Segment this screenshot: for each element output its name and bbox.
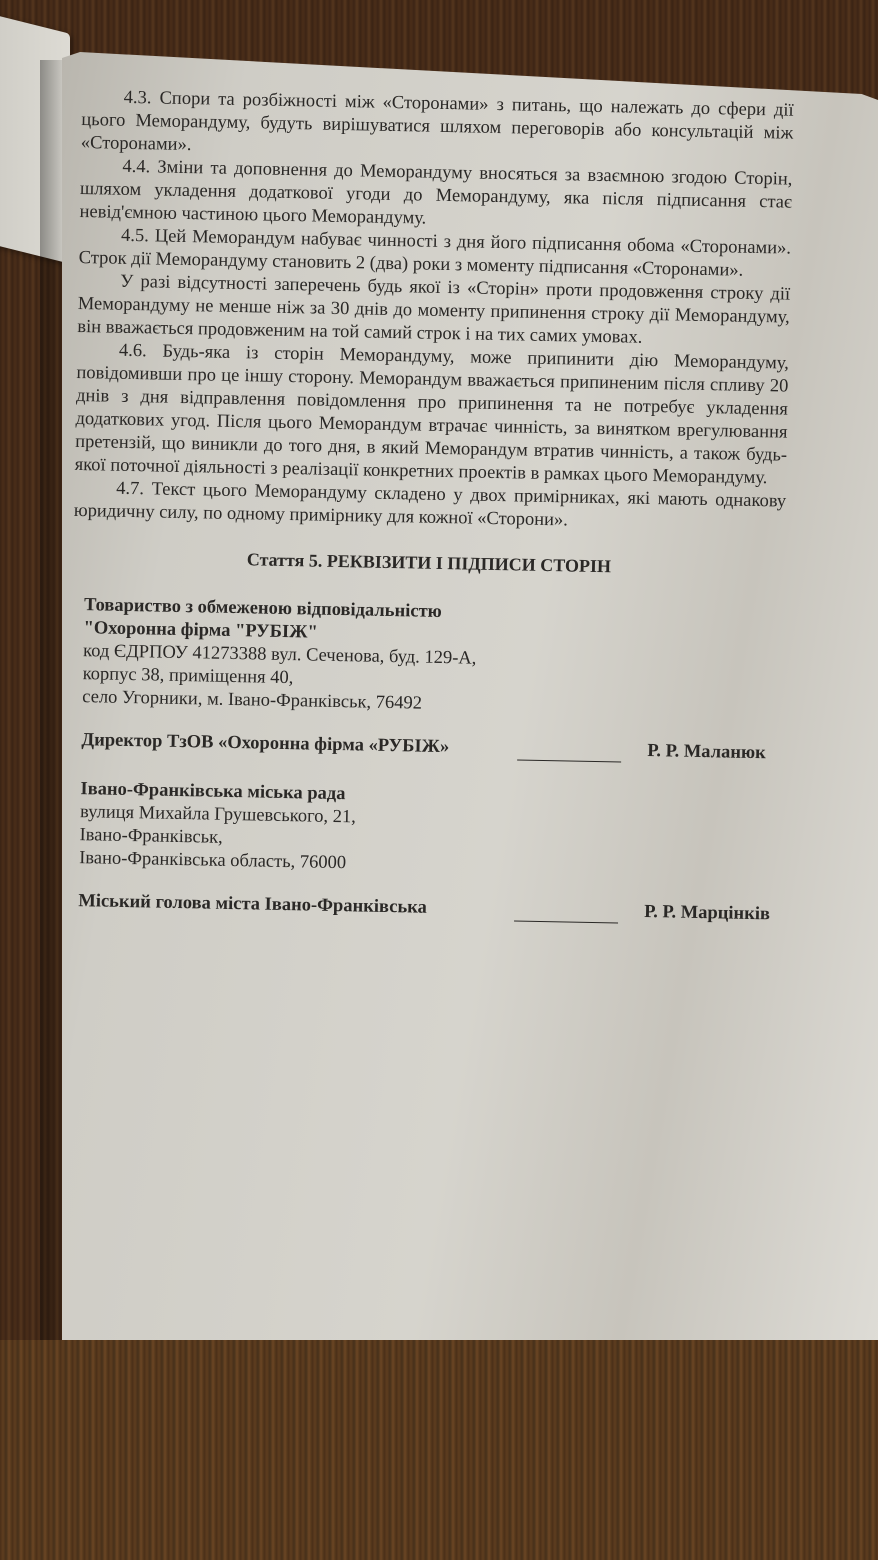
party-1-address-line-2: корпус 38, приміщення 40, — [82, 664, 294, 689]
party-1-details — [82, 594, 784, 722]
party-1-signature-row — [81, 729, 781, 765]
party-2-signatory-title: Міський голова міста Івано-Франківська — [78, 891, 428, 918]
clause-4-3: 4.3. Спори та розбіжності між «Сторонами» з питань, що належать до сфери дії цього Меморандуму, будуть вирішуватися шляхом переговорів або консультацій між «Сторонами». — [80, 87, 794, 156]
clause-4-4: 4.4. Зміни та доповнення до Меморандуму вносяться за взаємною згодою Сторін, шляхом укладення додаткової угоди до Меморандуму, яка після підписання стає невід'ємною частиною цього Меморандуму. — [79, 156, 793, 229]
clause-4-6: 4.6. Будь-яка із сторін Меморандуму, може припинити дію Меморандуму, повідомивши про це іншу сторону. Меморандум вважається припиненим після спливу 20 днів з дня відправлення повідомлення про припинення та не потребує укладення додаткових угод. Після цього Меморандум втрачає чинність, за винятком врегулювання претензій, що виникли до того дня, в який Меморандум втратив чинність, а також будь-якої поточної діяльності з реалізації конкретних проектів в рамках цього Меморандуму. — [74, 340, 789, 489]
clause-4-5-continuation: У разі відсутності заперечень будь якої із «Сторін» проти продовження строку дії Меморандуму не менше ніж за 30 днів до моменту припинення строку дії Меморандуму, він вважається продовженим на той самий строк і на тих самих умовах. — [77, 271, 791, 348]
party-2-signature-row — [78, 890, 778, 926]
party-2-signature-line — [514, 906, 618, 923]
document-text — [66, 86, 794, 953]
wooden-table-surface — [0, 1340, 878, 1560]
party-2-signatory-name: Р. Р. Марцінків — [644, 901, 771, 925]
party-1-address-line-1: код ЄДРПОУ 41273388 вул. Сеченова, буд. 129-А, — [82, 641, 477, 669]
party-1-address-line-3: село Угорники, м. Івано-Франківськ, 76492 — [82, 687, 423, 714]
clause-4-7: 4.7. Текст цього Меморандуму складено у двох примірниках, які мають однакову юридичну силу, по одному примірнику для кожної «Сторони». — [73, 478, 787, 531]
clause-4-5: 4.5. Цей Меморандум набуває чинності з дня його підписання обома «Сторонами». Строк дії Меморандуму становить 2 (два) роки з моменту підписання «Сторонами». — [78, 225, 792, 281]
party-1-name-line-1: Товариство з обмеженою відповідальністю — [83, 595, 442, 623]
party-1-name-line-2: "Охоронна фірма "РУБІЖ" — [83, 618, 318, 643]
section-heading: Стаття 5. РЕКВІЗИТИ І ПІДПИСИ СТОРІН — [246, 549, 612, 577]
party-2-details — [79, 778, 781, 883]
party-2-name: Івано-Франківська міська рада — [80, 779, 346, 805]
party-2-address-line-2: Івано-Франківськ, — [79, 825, 223, 848]
party-1-signatory-title: Директор ТзОВ «Охоронна фірма «РУБІЖ» — [81, 730, 450, 758]
party-2-address-line-1: вулиця Михайла Грушевського, 21, — [79, 802, 357, 828]
party-2-address-line-3: Івано-Франківська область, 76000 — [78, 848, 347, 874]
party-1-signatory-name: Р. Р. Маланюк — [647, 740, 766, 764]
party-1-signature-line — [517, 745, 621, 762]
